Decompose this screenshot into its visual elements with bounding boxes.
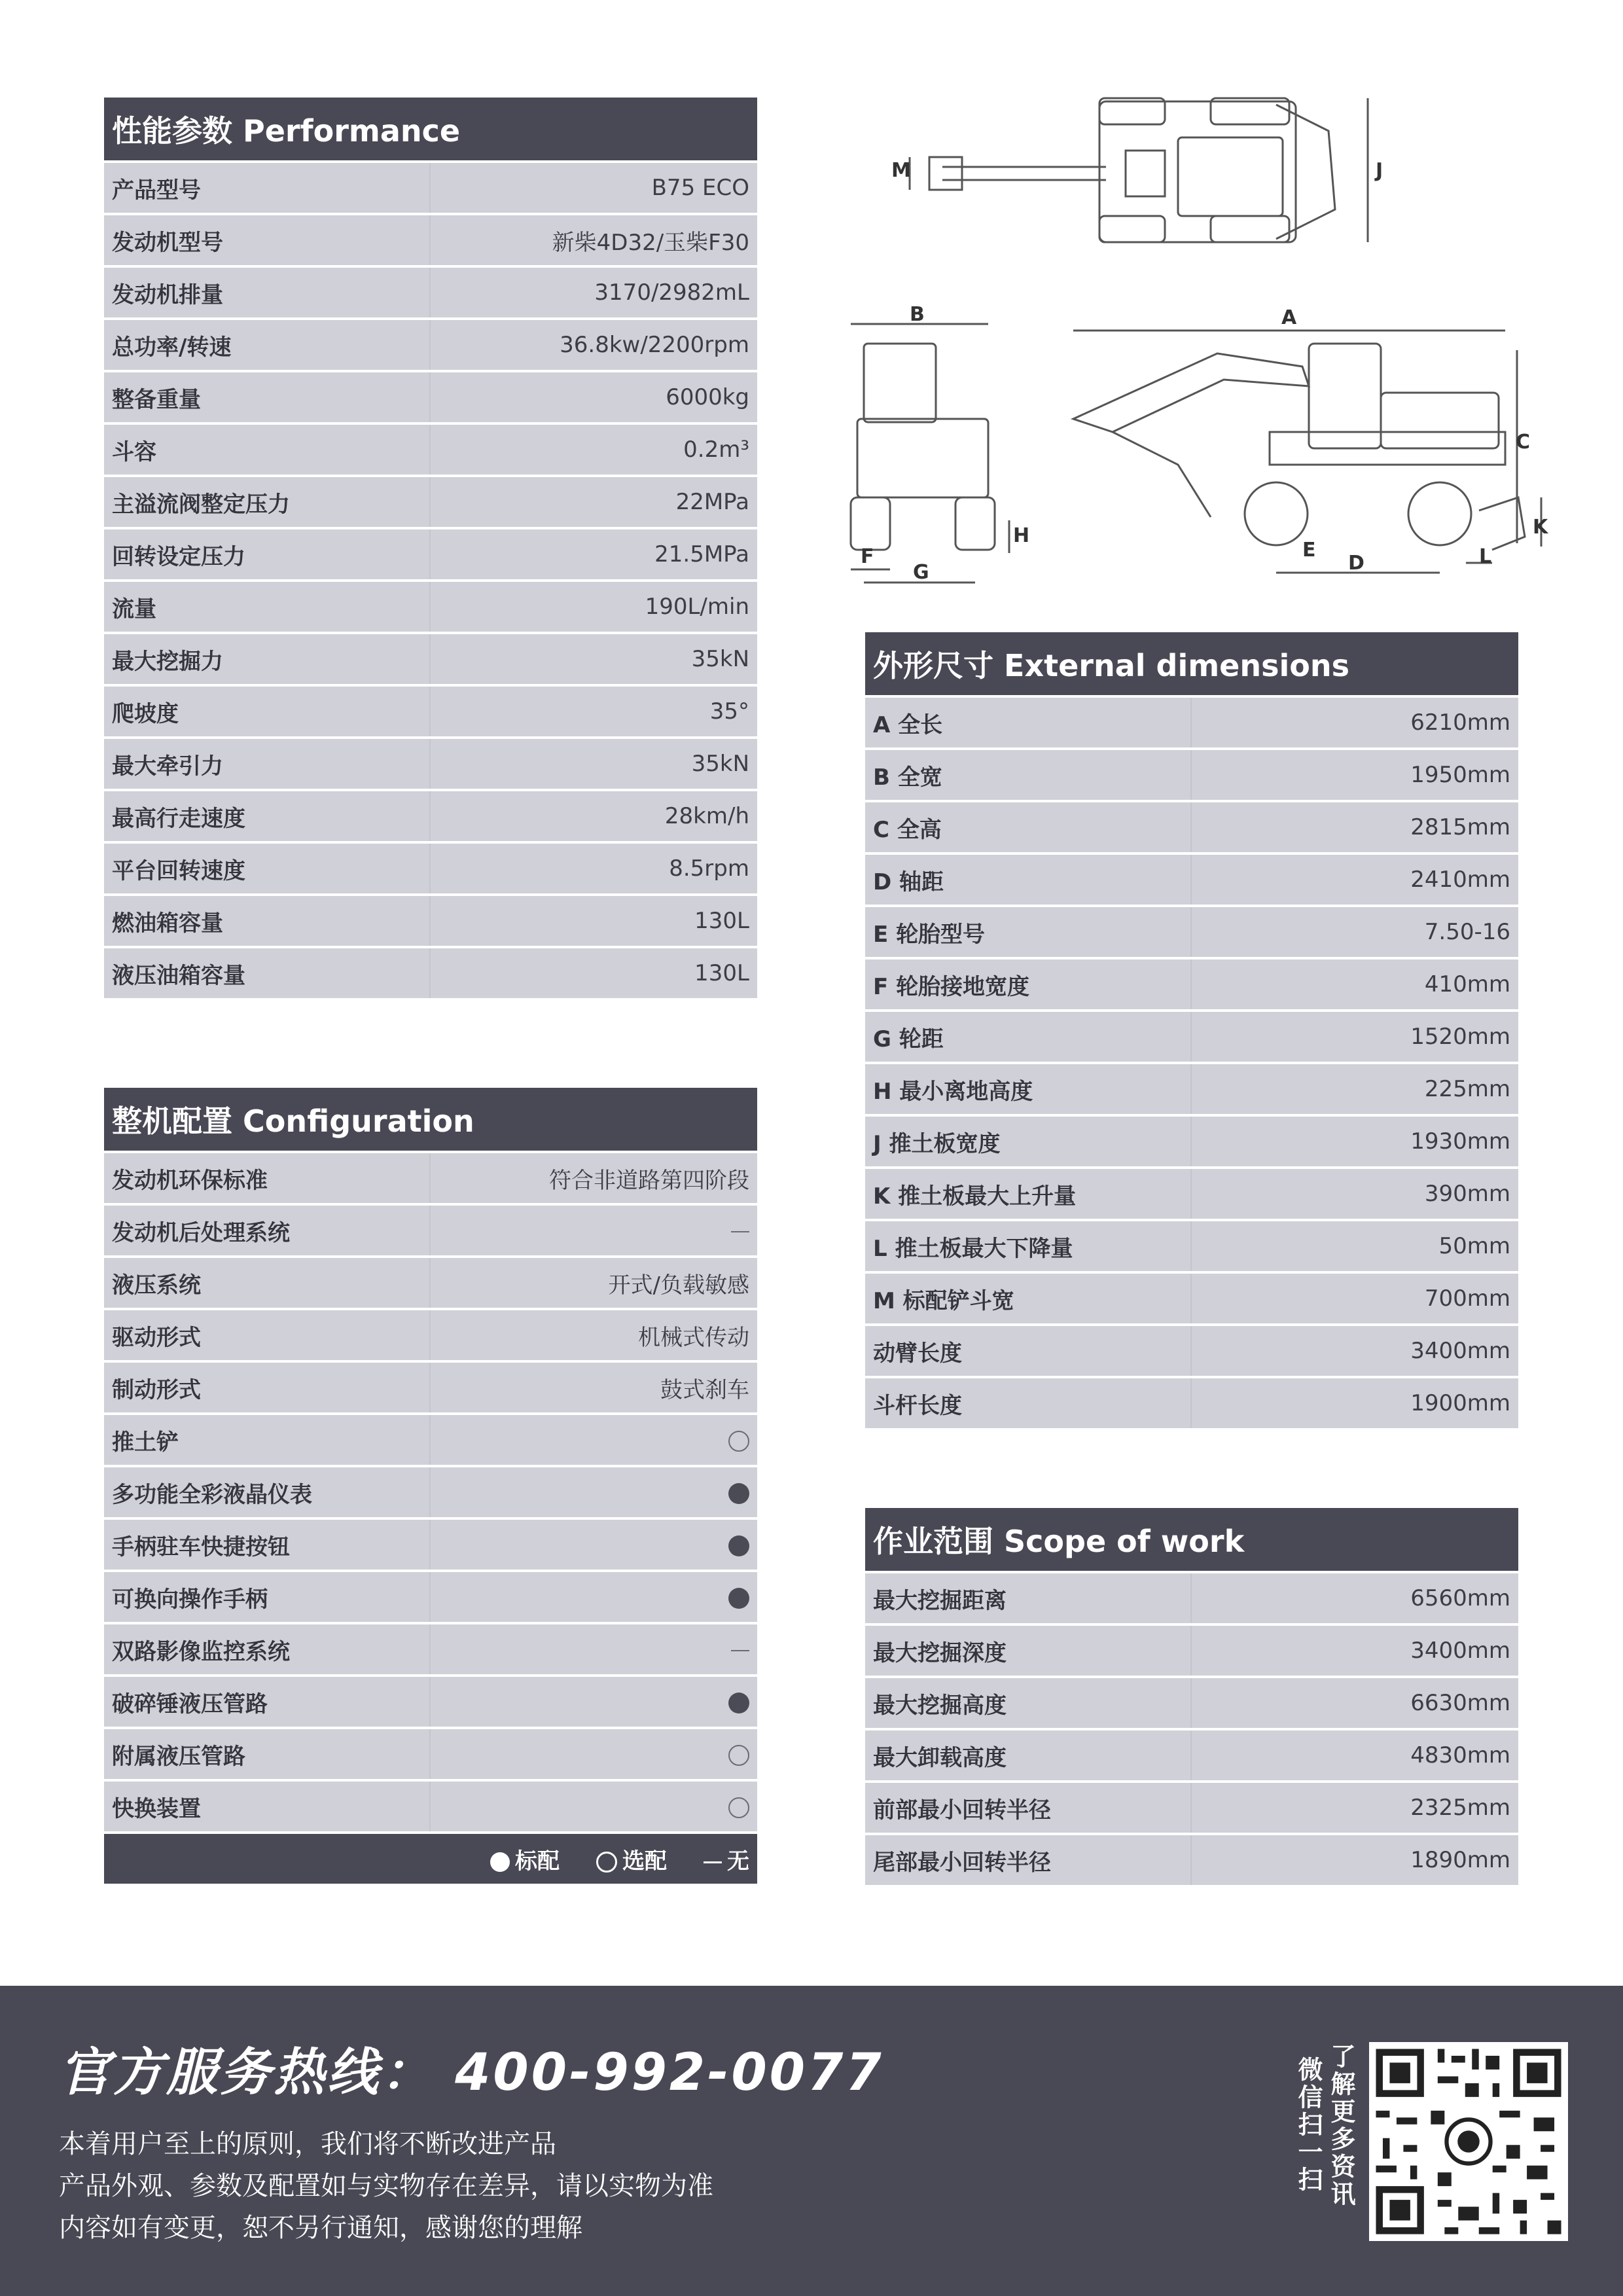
performance-row: [104, 163, 757, 213]
row-value: 35kN: [691, 646, 749, 672]
row-label: 整备重量: [104, 372, 431, 422]
dimension-row: [865, 960, 1518, 1009]
row-label: L 推土板最大下降量: [865, 1221, 1192, 1271]
row-value: 35°: [709, 698, 749, 725]
performance-title: 性能参数 Performance: [104, 98, 757, 160]
dimension-row: [865, 1117, 1518, 1166]
configuration-row: [104, 1782, 757, 1831]
row-value: 35kN: [691, 751, 749, 777]
scope-row: [865, 1731, 1518, 1780]
dim-label-g: G: [913, 561, 929, 584]
row-value: 1520mm: [1410, 1024, 1510, 1050]
row-value: 50mm: [1438, 1233, 1510, 1259]
row-value: 0.2m³: [683, 437, 749, 463]
performance-row: [104, 634, 757, 684]
row-label: 液压系统: [104, 1258, 431, 1308]
row-label: 流量: [104, 582, 431, 632]
dimension-row: [865, 1012, 1518, 1062]
row-label: M 标配铲斗宽: [865, 1274, 1192, 1323]
service-hotline: 官方服务热线： 400-992-0077: [59, 2043, 884, 2102]
row-value: 鼓式刹车: [660, 1376, 749, 1403]
configuration-row: [104, 1520, 757, 1570]
row-value: [431, 1584, 757, 1610]
empty-circle-icon: [728, 1431, 749, 1452]
scope-rows: [865, 1573, 1518, 1885]
performance-row: [104, 791, 757, 841]
row-value: 130L: [694, 960, 749, 986]
row-label: 多功能全彩液晶仪表: [104, 1467, 431, 1517]
row-value: 1930mm: [1410, 1128, 1510, 1155]
dim-label-d: D: [1348, 552, 1364, 575]
row-value: [431, 1636, 757, 1662]
row-value: [431, 1532, 757, 1558]
footer-note: 内容如有变更，恕不另行通知，感谢您的理解: [59, 2213, 582, 2243]
row-label: C 全高: [865, 802, 1192, 852]
row-value: 2410mm: [1410, 867, 1510, 893]
dimension-row: [865, 1378, 1518, 1428]
dash-icon: [731, 1650, 749, 1651]
filled-circle-icon: [728, 1588, 749, 1609]
dim-label-e: E: [1302, 539, 1316, 562]
row-value: 6000kg: [666, 384, 749, 410]
performance-row: [104, 215, 757, 265]
row-label: 回转设定压力: [104, 529, 431, 579]
footer-note: 产品外观、参数及配置如与实物存在差异，请以实物为准: [59, 2171, 713, 2201]
performance-row: [104, 844, 757, 893]
row-label: D 轴距: [865, 855, 1192, 905]
row-value: 225mm: [1424, 1076, 1510, 1102]
dim-label-l: L: [1479, 545, 1492, 568]
footer-note: 本着用户至上的原则，我们将不断改进产品: [59, 2129, 556, 2159]
row-value: 700mm: [1424, 1285, 1510, 1312]
row-label: 动臂长度: [865, 1326, 1192, 1376]
excavator-side-view-diagram: [1060, 301, 1558, 589]
footer: [0, 1986, 1623, 2296]
performance-row: [104, 372, 757, 422]
row-value: [431, 1217, 757, 1244]
row-value: 机械式传动: [638, 1324, 749, 1351]
row-label: 斗杆长度: [865, 1378, 1192, 1428]
row-label: 发动机后处理系统: [104, 1206, 431, 1255]
scope-row: [865, 1678, 1518, 1728]
row-label: 斗容: [104, 425, 431, 475]
row-value: 1950mm: [1410, 762, 1510, 788]
dimension-row: [865, 1221, 1518, 1271]
qr-code-icon[interactable]: [1369, 2042, 1568, 2241]
row-label: 可换向操作手柄: [104, 1572, 431, 1622]
qr-caption-scan: 微信扫一扫: [1294, 2056, 1323, 2194]
row-label: 发动机排量: [104, 268, 431, 317]
row-label: 最高行走速度: [104, 791, 431, 841]
configuration-legend: [104, 1834, 757, 1884]
row-value: 3170/2982mL: [594, 279, 749, 306]
dim-label-a: A: [1281, 306, 1297, 329]
configuration-row: [104, 1572, 757, 1622]
row-label: 总功率/转速: [104, 320, 431, 370]
row-value: 4830mm: [1410, 1742, 1510, 1768]
footer-notes: [59, 2123, 713, 2249]
row-value: 2815mm: [1410, 814, 1510, 840]
row-value: 28km/h: [664, 803, 749, 829]
dim-label-b: B: [910, 303, 925, 326]
filled-circle-icon: [728, 1693, 749, 1713]
row-label: 最大卸载高度: [865, 1731, 1192, 1780]
dimension-row: [865, 1326, 1518, 1376]
performance-row: [104, 477, 757, 527]
legend-optional: 选配: [596, 1843, 667, 1875]
dimension-row: [865, 750, 1518, 800]
performance-row: [104, 268, 757, 317]
row-value: 6210mm: [1410, 709, 1510, 736]
row-label: F 轮胎接地宽度: [865, 960, 1192, 1009]
dim-label-h: H: [1013, 524, 1030, 547]
row-value: [431, 1741, 757, 1767]
row-value: 6560mm: [1410, 1585, 1510, 1611]
row-label: 附属液压管路: [104, 1729, 431, 1779]
dash-icon: [704, 1861, 722, 1863]
row-label: 爬坡度: [104, 687, 431, 736]
excavator-top-view-diagram: [883, 92, 1394, 255]
dim-label-m: M: [891, 159, 911, 182]
row-value: [431, 1689, 757, 1715]
configuration-row: [104, 1310, 757, 1360]
performance-row: [104, 582, 757, 632]
scope-row: [865, 1783, 1518, 1833]
performance-row: [104, 948, 757, 998]
scope-table: [865, 1508, 1518, 1885]
filled-circle-icon: [728, 1483, 749, 1504]
row-label: 驱动形式: [104, 1310, 431, 1360]
configuration-row: [104, 1206, 757, 1255]
configuration-table: [104, 1088, 757, 1884]
row-label: E 轮胎型号: [865, 907, 1192, 957]
row-label: 最大挖掘距离: [865, 1573, 1192, 1623]
filled-circle-icon: [728, 1535, 749, 1556]
scope-row: [865, 1573, 1518, 1623]
configuration-row: [104, 1467, 757, 1517]
performance-row: [104, 687, 757, 736]
configuration-row: [104, 1363, 757, 1412]
configuration-row: [104, 1258, 757, 1308]
dimensions-title: 外形尺寸 External dimensions: [865, 632, 1518, 695]
row-value: B75 ECO: [651, 175, 749, 201]
configuration-row: [104, 1677, 757, 1727]
performance-row: [104, 896, 757, 946]
row-value: 410mm: [1424, 971, 1510, 997]
dim-label-j: J: [1376, 159, 1383, 182]
row-value: 130L: [694, 908, 749, 934]
row-label: 快换装置: [104, 1782, 431, 1831]
row-value: [431, 1427, 757, 1453]
row-label: 最大牵引力: [104, 739, 431, 789]
row-label: K 推土板最大上升量: [865, 1169, 1192, 1219]
performance-row: [104, 425, 757, 475]
row-value: [431, 1479, 757, 1505]
configuration-row: [104, 1415, 757, 1465]
filled-circle-icon: [490, 1852, 510, 1872]
dimension-row: [865, 855, 1518, 905]
performance-row: [104, 529, 757, 579]
scope-title: 作业范围 Scope of work: [865, 1508, 1518, 1571]
dimension-row: [865, 1274, 1518, 1323]
row-value: 36.8kw/2200rpm: [560, 332, 749, 358]
row-label: 产品型号: [104, 163, 431, 213]
row-label: 制动形式: [104, 1363, 431, 1412]
qr-caption-info: 了解更多资讯: [1327, 2043, 1355, 2208]
row-label: H 最小离地高度: [865, 1064, 1192, 1114]
empty-circle-icon: [728, 1745, 749, 1766]
dash-icon: [731, 1231, 749, 1232]
dim-label-c: C: [1516, 431, 1531, 454]
dimensions-rows: [865, 698, 1518, 1428]
dimension-row: [865, 1169, 1518, 1219]
row-label: 前部最小回转半径: [865, 1783, 1192, 1833]
row-value: [431, 1793, 757, 1820]
row-label: 平台回转速度: [104, 844, 431, 893]
row-label: 推土铲: [104, 1415, 431, 1465]
row-value: 190L/min: [645, 594, 749, 620]
row-label: J 推土板宽度: [865, 1117, 1192, 1166]
row-label: 双路影像监控系统: [104, 1624, 431, 1674]
row-value: 7.50-16: [1424, 919, 1510, 945]
row-value: 1900mm: [1410, 1390, 1510, 1416]
row-label: 主溢流阀整定压力: [104, 477, 431, 527]
row-value: 6630mm: [1410, 1690, 1510, 1716]
configuration-title: 整机配置 Configuration: [104, 1088, 757, 1151]
row-value: 符合非道路第四阶段: [549, 1167, 749, 1194]
performance-rows: [104, 163, 757, 998]
row-label: 最大挖掘深度: [865, 1626, 1192, 1676]
row-label: A 全长: [865, 698, 1192, 747]
legend-none: 无: [704, 1843, 749, 1875]
performance-table: [104, 98, 757, 998]
dimensions-table: [865, 632, 1518, 1428]
row-label: 液压油箱容量: [104, 948, 431, 998]
row-value: 3400mm: [1410, 1638, 1510, 1664]
row-label: G 轮距: [865, 1012, 1192, 1062]
row-label: 发动机环保标准: [104, 1153, 431, 1203]
empty-circle-icon: [596, 1852, 617, 1873]
scope-row: [865, 1835, 1518, 1885]
empty-circle-icon: [728, 1797, 749, 1818]
row-label: 发动机型号: [104, 215, 431, 265]
row-value: 8.5rpm: [669, 855, 749, 882]
row-value: 21.5MPa: [654, 541, 749, 567]
row-label: 手柄驻车快捷按钮: [104, 1520, 431, 1570]
row-label: 破碎锤液压管路: [104, 1677, 431, 1727]
configuration-row: [104, 1729, 757, 1779]
row-label: B 全宽: [865, 750, 1192, 800]
configuration-rows: [104, 1153, 757, 1831]
row-value: 2325mm: [1410, 1795, 1510, 1821]
performance-row: [104, 320, 757, 370]
dimension-row: [865, 907, 1518, 957]
row-value: 22MPa: [675, 489, 749, 515]
row-label: 燃油箱容量: [104, 896, 431, 946]
dimension-row: [865, 802, 1518, 852]
configuration-row: [104, 1624, 757, 1674]
row-value: 1890mm: [1410, 1847, 1510, 1873]
row-value: 3400mm: [1410, 1338, 1510, 1364]
legend-standard: 标配: [490, 1843, 560, 1875]
row-value: 390mm: [1424, 1181, 1510, 1207]
dim-label-f: F: [861, 545, 874, 568]
row-label: 尾部最小回转半径: [865, 1835, 1192, 1885]
row-label: 最大挖掘力: [104, 634, 431, 684]
row-value: 新柴4D32/玉柴F30: [552, 229, 749, 256]
configuration-row: [104, 1153, 757, 1203]
row-label: 最大挖掘高度: [865, 1678, 1192, 1728]
dimension-row: [865, 1064, 1518, 1114]
performance-row: [104, 739, 757, 789]
excavator-front-view-diagram: [838, 301, 1034, 589]
dimension-row: [865, 698, 1518, 747]
row-value: 开式/负载敏感: [608, 1272, 749, 1299]
scope-row: [865, 1626, 1518, 1676]
dim-label-k: K: [1533, 516, 1548, 539]
